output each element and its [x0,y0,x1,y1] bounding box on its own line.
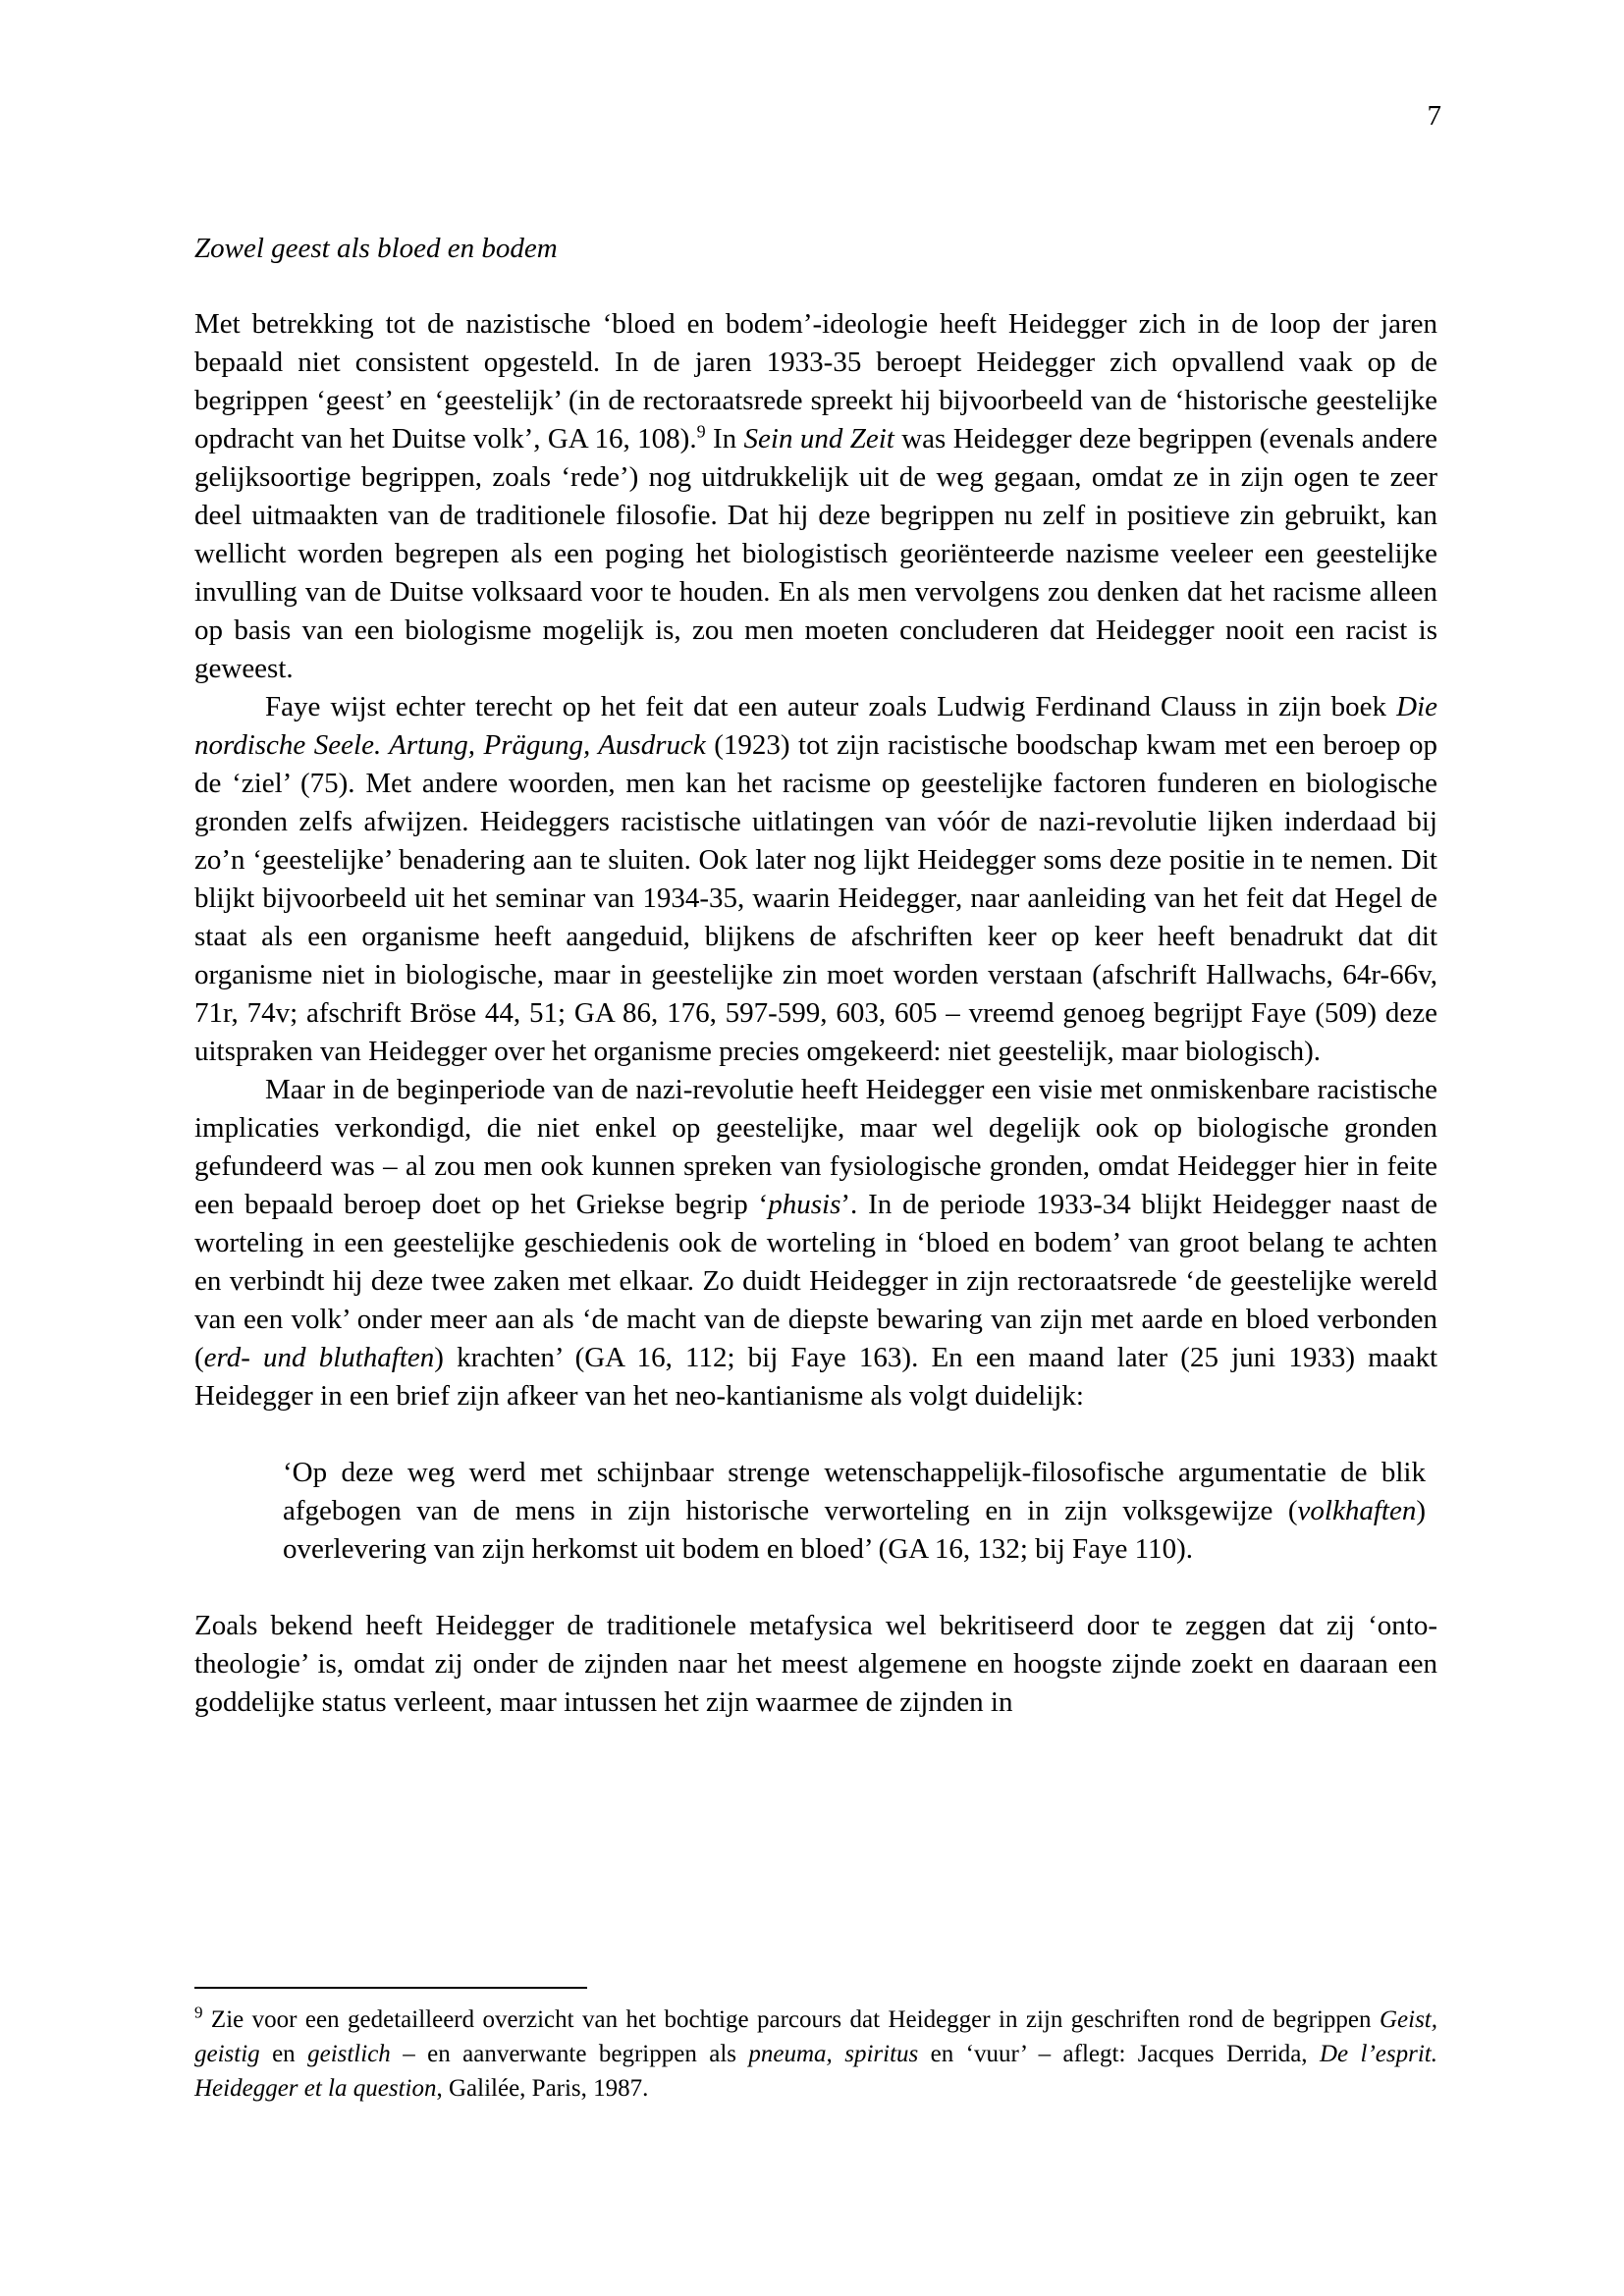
text-run: en [259,2041,308,2067]
paragraph-4: Zoals bekend heeft Heidegger de traditionele metafysica wel bekritiseerd door te zeggen dat zij ‘onto-theologie’ is, omdat zij onder de zijnden naar het meest algemene en hoogste zijnde zoekt en daaraan een goddelijke status verleent, maar intussen het zijn waarmee de zijnden in [194,1610,1437,1718]
footnote-mark: 9 [194,2002,203,2022]
italic-term: phusis [768,1189,841,1220]
text-run: , Galilée, Paris, 1987. [436,2075,649,2102]
footnote-reference[interactable]: 9 [696,421,706,442]
paragraph-2 [194,688,1437,1071]
paragraph-3 [194,1071,1437,1415]
text-run: Zie voor een gedetailleerd overzicht van het bochtige parcours dat Heidegger in zijn geschriften rond de begrippen [202,2006,1380,2033]
text-run: – en aanverwante begrippen als [390,2041,749,2067]
text-run: ) krachten’ (GA 16, 112; bij Faye 163). En een maand later (25 juni 1933) maakt Heidegger in een brief zijn afkeer van het neo-kantianisme als volgt duidelijk: [194,1342,1437,1412]
paragraph-1 [194,305,1437,688]
text-run: en ‘vuur’ – aflegt: Jacques Derrida, [918,2041,1320,2067]
main-text [194,230,1437,1722]
text-run: was Heidegger deze begrippen (evenals andere gelijksoortige begrippen, zoals ‘rede’) nog uitdrukkelijk uit de weg gegaan, omdat ze in zijn ogen te zeer deel uitmaakten van de traditionele filosofie. Dat hij deze begrippen nu zelf in positieve zin gebruikt, kan wellicht worden begrepen als een poging het biologistisch georiënteerde nazisme veeleer een geestelijke invulling van de Duitse volksaard voor te houden. En als men vervolgens zou denken dat het racisme alleen op basis van een biologisme mogelijk is, zou men moeten concluderen dat Heidegger nooit een racist is geweest. [194,423,1437,684]
italic-term: volkhaften [1297,1495,1417,1526]
italic-title: De l’esprit. Heidegger et la question [194,2041,1437,2102]
footnote-separator [194,1987,587,1989]
section-heading: Zowel geest als bloed en bodem [194,233,558,264]
text-run: Faye wijst echter terecht op het feit dat een auteur zoals Ludwig Ferdinand Clauss in zijn boek [265,691,1397,722]
italic-title: Sein und Zeit [743,423,894,454]
block-quote [283,1454,1426,1569]
text-run: ) overlevering van zijn herkomst uit bodem en bloed’ (GA 16, 132; bij Faye 110). [283,1495,1426,1565]
italic-term: erd- und bluthaften [203,1342,435,1373]
italic-title: Die nordische Seele. Artung, Prägung, Ausdruck [194,691,1437,761]
text-run: Met betrekking tot de nazistische ‘bloed en bodem’-ideologie heeft Heidegger zich in de loop der jaren bepaald niet consistent opgesteld. In de jaren 1933-35 beroept Heidegger zich opvallend vaak op de begrippen ‘geest’ en ‘geestelijk’ (in de rectoraatsrede spreekt hij bijvoorbeeld van de ‘historische geestelijke opdracht van het Duitse volk’, GA 16, 108). [194,308,1437,454]
italic-term: geistlich [307,2041,391,2067]
text-run: ’. In de periode 1933-34 blijkt Heidegger naast de worteling in een geestelijke geschiedenis ook de worteling in ‘bloed en bodem’ van groot belang te achten en verbindt hij deze twee zaken met elkaar. Zo duidt Heidegger in zijn rectoraatsrede ‘de geestelijke wereld van een volk’ onder meer aan als ‘de macht van de diepste bewaring van zijn met aarde en bloed verbonden ( [194,1189,1438,1373]
italic-term: pneuma, spiritus [748,2041,919,2067]
footnote [194,2002,1437,2106]
text-run: In [705,423,744,454]
text-run: ‘Op deze weg werd met schijnbaar strenge wetenschappelijk-filosofische argumentatie de blik afgebogen van de mens in zijn historische verworteling en in zijn volksgewijze ( [283,1457,1426,1526]
page-number: 7 [1427,100,1441,132]
italic-term: Geist, geistig [194,2006,1437,2067]
text-run: Maar in de beginperiode van de nazi-revolutie heeft Heidegger een visie met onmiskenbare racistische implicaties verkondigd, die niet enkel op geestelijke, maar wel degelijk ook op biologische gronden gefundeerd was – al zou men ook kunnen spreken van fysiologische gronden, omdat Heidegger hier in feite een bepaald beroep doet op het Griekse begrip ‘ [194,1074,1437,1220]
text-run: (1923) tot zijn racistische boodschap kwam met een beroep op de ‘ziel’ (75). Met andere woorden, men kan het racisme op geestelijke factoren funderen en biologische gronden zelfs afwijzen. Heideggers racistische uitlatingen van vóór de nazi-revolutie lijken inderdaad bij zo’n ‘geestelijke’ benadering aan te sluiten. Ook later nog lijkt Heidegger soms deze positie in te nemen. Dit blijkt bijvoorbeeld uit het seminar van 1934-35, waarin Heidegger, naar aanleiding van het feit dat Hegel de staat als een organisme heeft aangeduid, blijkens de afschriften keer op keer heeft benadrukt dat dit organisme niet in biologische, maar in geestelijke zin moet worden verstaan (afschrift Hallwachs, 64r-66v, 71r, 74v; afschrift Bröse 44, 51; GA 86, 176, 597-599, 603, 605 – vreemd genoeg begrijpt Faye (509) deze uitspraken van Heidegger over het organisme precies omgekeerd: niet geestelijk, maar biologisch). [194,729,1437,1067]
